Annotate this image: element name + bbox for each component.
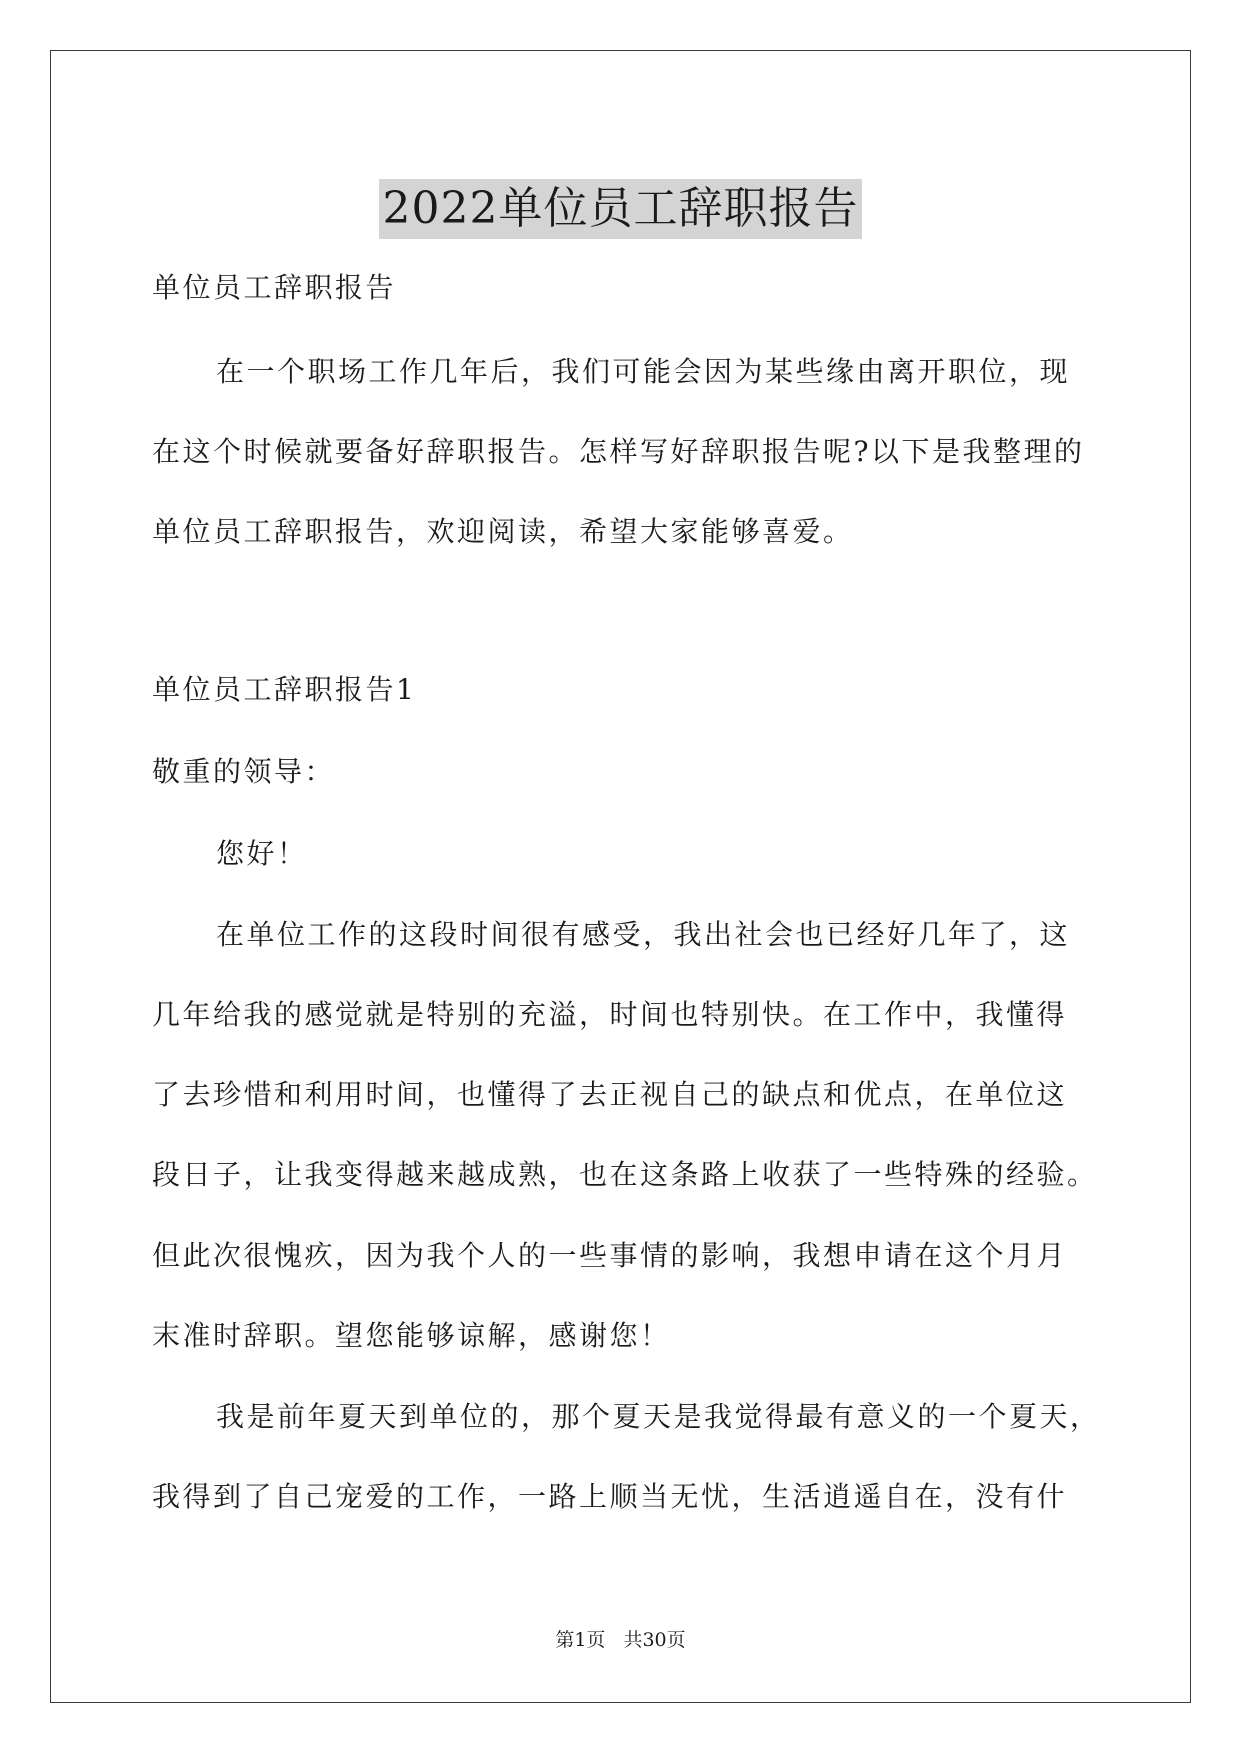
paragraph-line: 我得到了自己宠爱的工作，一路上顺当无忧，生活逍遥自在，没有什 bbox=[152, 1480, 1068, 1513]
page-footer bbox=[0, 1628, 1241, 1652]
paragraph-line: 单位员工辞职报告，欢迎阅读，希望大家能够喜爱。 bbox=[152, 515, 854, 548]
paragraph-line: 末准时辞职。望您能够谅解，感谢您！ bbox=[152, 1319, 671, 1352]
paragraph-line: 了去珍惜和利用时间，也懂得了去正视自己的缺点和优点，在单位这 bbox=[152, 1078, 1068, 1111]
subtitle-line: 单位员工辞职报告 bbox=[152, 271, 397, 304]
paragraph-line: 我是前年夏天到单位的，那个夏天是我觉得最有意义的一个夏天， bbox=[216, 1400, 1101, 1433]
page-number: 第1页 bbox=[555, 1629, 606, 1651]
document-title: 2022单位员工辞职报告 bbox=[379, 179, 863, 239]
greeting: 您好！ bbox=[216, 837, 308, 870]
paragraph-line: 在一个职场工作几年后，我们可能会因为某些缘由离开职位，现 bbox=[216, 355, 1071, 388]
paragraph-line: 但此次很愧疚，因为我个人的一些事情的影响，我想申请在这个月月 bbox=[152, 1239, 1068, 1272]
paragraph-line: 在单位工作的这段时间很有感受，我出社会也已经好几年了，这 bbox=[216, 918, 1071, 951]
salutation: 敬重的领导： bbox=[152, 755, 336, 788]
paragraph-line: 在这个时候就要备好辞职报告。怎样写好辞职报告呢?以下是我整理的 bbox=[152, 435, 1085, 468]
paragraph-line: 段日子，让我变得越来越成熟，也在这条路上收获了一些特殊的经验。 bbox=[152, 1158, 1098, 1191]
section-heading: 单位员工辞职报告1 bbox=[152, 673, 417, 706]
title-container bbox=[0, 150, 1241, 269]
paragraph-line: 几年给我的感觉就是特别的充溢，时间也特别快。在工作中，我懂得 bbox=[152, 998, 1068, 1031]
page-total: 共30页 bbox=[623, 1629, 686, 1651]
